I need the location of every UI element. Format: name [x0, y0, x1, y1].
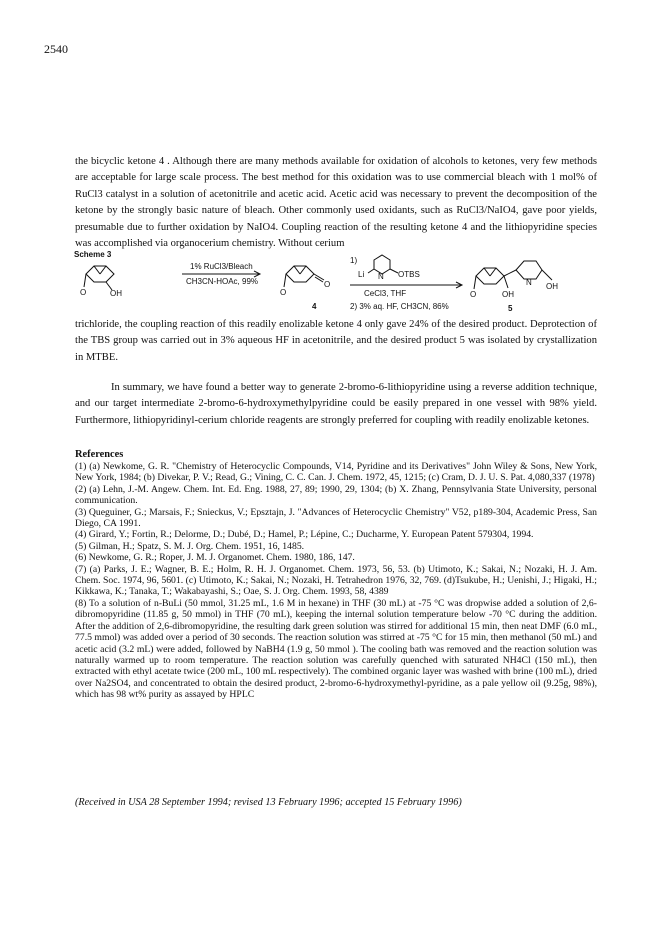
- atom-label-o-4: O: [280, 288, 287, 297]
- bridge-bond-4a: [294, 266, 300, 274]
- aryl-bond-5: [504, 270, 516, 276]
- step2-number: 1): [350, 256, 358, 265]
- reference-item: (4) Girard, Y.; Fortin, R.; Delorme, D.; Dubé, D.; Hamel, P.; Lépine, C.; Ducharme, Y. European Patent 579304, 1994.: [75, 529, 534, 541]
- atom-label-ketone-o: O: [324, 280, 331, 289]
- bridge-bond-5a: [484, 268, 490, 276]
- atom-label-li: Li: [358, 270, 365, 279]
- references-section: [75, 449, 597, 701]
- atom-label-n-reagent: N: [378, 272, 384, 281]
- bridge-bond-1: [94, 266, 100, 274]
- atom-label-o: O: [80, 288, 87, 297]
- ch2oh-bond-5: [542, 270, 552, 280]
- bridge-bond-2: [100, 266, 106, 274]
- reference-item: (7) (a) Parks, J. E.; Wagner, B. E.; Holm, R. H. J. Organomet. Chem. 1973, 56, 53. (b) Utimoto, K.; Sakai, N.; Nozaki, H. J. Am. Chem. Soc. 1974, 96, 5601. (c) Utimoto, K.; Sakai, N.; Nozaki, H. Tetrahedron 1976, 32, 769. (d)Tsukube, H.; Uenishi, J.; Higaki, H.; Kikkawa, K.; Tanaka, T.; Wakabayashi, S.; Oae, S. J. Org. Chem. 1993, 58, 4389: [75, 563, 597, 598]
- bridge-bond-5b: [490, 268, 496, 276]
- o-bond-4: [284, 274, 286, 287]
- atom-label-n-5: N: [526, 278, 532, 287]
- reference-item: (1) (a) Newkome, G. R. "Chemistry of Heterocyclic Compounds, V14, Pyridine and its Derivatives" John Wiley & Sons, New York, New York, 1984; (b) Divekar, P. V.; Read, G.; Vining, C. C. Can. J. Chem. 1972, 45, 1215; (c) Cram, D. J. U. S. Pat. 4,080,337 (1978): [75, 461, 597, 484]
- atom-label-ch2oh-5: OH: [546, 282, 558, 291]
- pyridine-ring-5: [516, 261, 542, 279]
- references-heading: References: [75, 449, 124, 460]
- atom-label-oh: OH: [110, 289, 122, 298]
- reference-item: (6) Newkome, G. R.; Roper, J. M. J. Organomet. Chem. 1980, 186, 147.: [75, 552, 355, 564]
- body-paragraph-1: the bicyclic ketone 4 . Although there are many methods available for oxidation of alcohols to ketones, very few methods are acceptable for large scale process. The best method for this oxidation was to use commercial bleach with 1 mol% of RuCl3 catalyst in a solution of acetonitrile and acetic acid. Acetic acid was necessary to prevent the decomposition of the ketone by the strongly basic nature of bleach. Other commonly used oxidants, such as RuCl3/NaIO4, gave poor yields, presumable due to further oxidation by NaIO4. Coupling reaction of the resulting ketone 4 and the lithiopyridine species was accomplished via organocerium chemistry. Without cerium: [75, 156, 597, 250]
- body-paragraph-3: In summary, we have found a better way to generate 2-bromo-6-lithiopyridine using a reverse addition technique, and our target intermediate 2-bromo-6-hydroxymethylpyridine could be easily prepared in one vessel with 98% yield. Furthermore, lithiopyridinyl-cerium chloride reagents are strongly preferred for coupling with readily enolizable ketones.: [75, 382, 597, 426]
- scheme-structures: [72, 252, 602, 318]
- oh-bond-5: [504, 276, 508, 288]
- step2-reagent: CeCl3, THF: [364, 289, 407, 298]
- received-dates: (Received in USA 28 September 1994; revised 13 February 1996; accepted 15 February 1996): [75, 797, 462, 808]
- compound-number-5: 5: [508, 304, 513, 313]
- reference-item: (5) Gilman, H.; Spatz, S. M. J. Org. Chem. 1951, 16, 1485.: [75, 540, 305, 552]
- bridge-bond-4b: [300, 266, 306, 274]
- body-paragraph-2: trichloride, the coupling reaction of this readily enolizable ketone 4 only gave 24% of the desired product. Deprotection of the TBS group was carried out in 3% aqueous HF in acetonitrile, and the desired product 5 was isolated by crystallization in MTBE.: [75, 319, 597, 363]
- ch2-bond: [390, 269, 398, 273]
- step2-conditions: 2) 3% aq. HF, CH3CN, 86%: [350, 302, 449, 311]
- c-o-double-bond-4b: [315, 277, 323, 282]
- step1-reagent: 1% RuCl3/Bleach: [190, 262, 253, 271]
- compound-number-4: 4: [312, 302, 317, 311]
- scheme-3: [72, 252, 602, 318]
- step1-conditions: CH3CN-HOAc, 99%: [186, 277, 259, 286]
- reference-item: (8) To a solution of n-BuLi (50 mmol, 31.25 mL, 1.6 M in hexane) in THF (30 mL) at -75 °C was dropwise added a solution of 2,6-dibromopyridine (11.85 g, 50 mmol) in THF (70 mL), keeping the internal solution temperature below -70 °C during the addition. After the addition of 2,6-dibromopyridine, the resulting dark green solution was stirred for additional 15 min, then neat DMF (6.0 mL, 77.5 mmol) was added over a period of 30 seconds. The reaction solution was stirred at -75 °C for 15 min, then methanol (50 mL) and acetic acid (3.2 mL) were added, followed by NaBH4 (1.9 g, 50 mmol ). The cooling bath was removed and the reaction solution was naturally warmed up to room temperature. The reaction solution was carefully quenched with saturated NH4Cl (150 mL), then extracted with ethyl acetate twice (200 mL, 100 mL respectively). The combined organic layer was washed with brine (100 mL), dried over Na2SO4, and concentrated to obtain the desired product, 2-bromo-6-hydroxymethyl-pyridine, as a pale yellow oil (9.25g, 98%), which has 98 wt% purity as assayed by HPLC: [75, 597, 597, 701]
- atom-label-oh-5: OH: [502, 290, 514, 299]
- li-bond: [368, 269, 374, 273]
- atom-label-otbs: OTBS: [398, 270, 420, 279]
- reference-item: (2) (a) Lehn, J.-M. Angew. Chem. Int. Ed. Eng. 1988, 27, 89; 1990, 29, 1304; (b) X. Zhang, Pennsylvania State University, personal communication.: [75, 483, 597, 507]
- o-bond-1: [84, 274, 86, 287]
- o-bond-5: [474, 276, 476, 289]
- page-number: 2540: [44, 42, 68, 56]
- atom-label-o-5: O: [470, 290, 477, 299]
- scheme-title: Scheme 3: [74, 250, 112, 259]
- reference-item: (3) Queguiner, G.; Marsais, F.; Snieckus, V.; Epsztajn, J. "Advances of Heterocyclic Chemistry" V52, p189-304, Academic Press, San Diego, CA 1991.: [75, 506, 597, 530]
